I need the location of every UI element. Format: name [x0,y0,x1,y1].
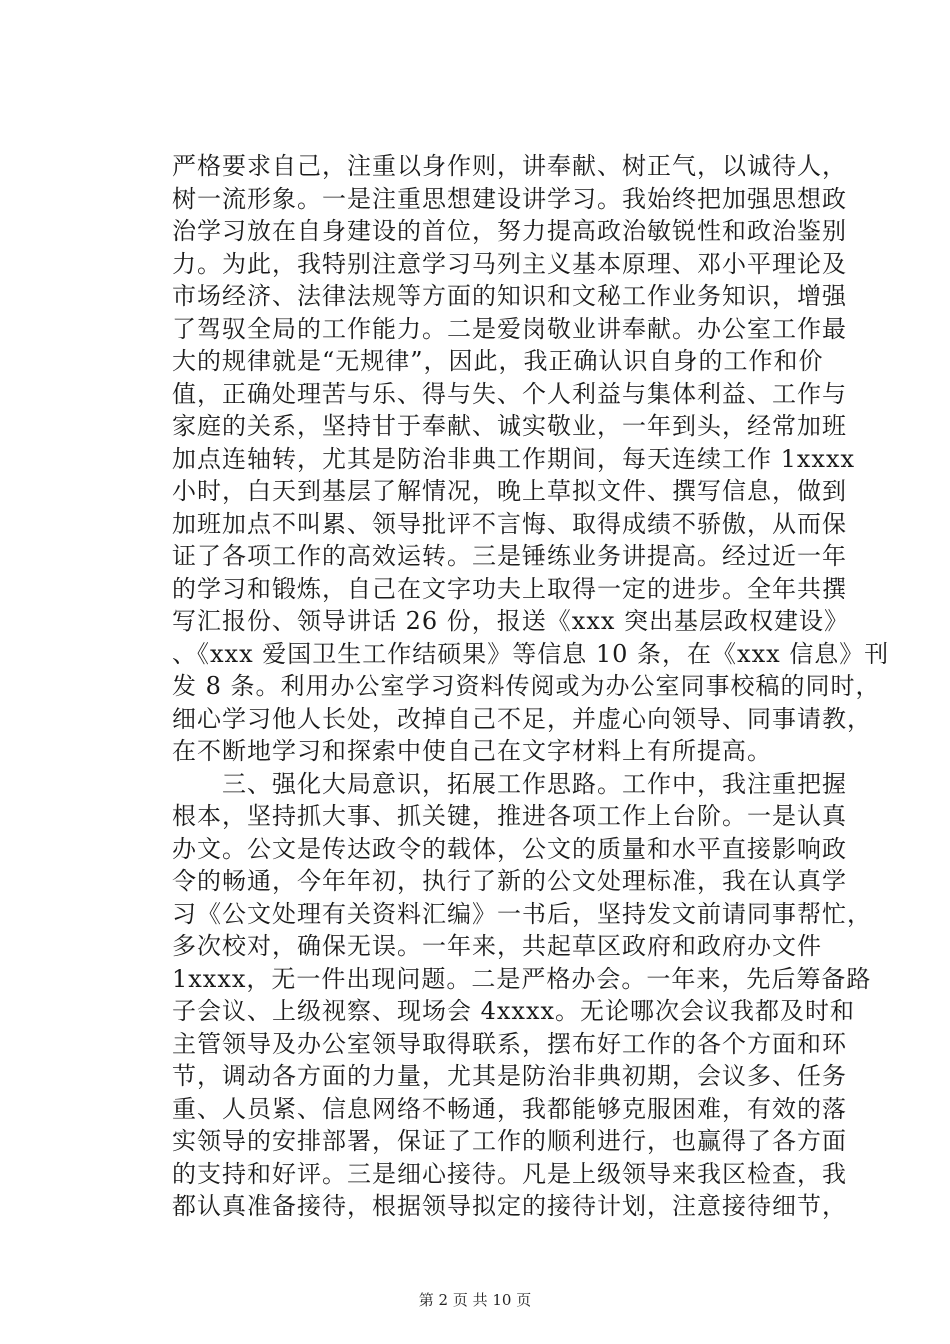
text-line: 办文。公文是传达政令的载体，公文的质量和水平直接影响政 [172,834,847,863]
text-line: 加班加点不叫累、领导批评不言悔、取得成绩不骄傲，从而保 [172,509,847,538]
text-line: 证了各项工作的高效运转。三是锤练业务讲提高。经过近一年 [172,542,847,570]
text-line: 都认真准备接待，根据领导拟定的接待计划，注意接待细节， [172,1192,847,1220]
text-line: 大的规律就是“无规律”，因此，我正确认识自身的工作和价 [172,347,824,375]
text-line: 根本，坚持抓大事、抓关键，推进各项工作上台阶。一是认真 [172,802,847,830]
text-line: 主管领导及办公室领导取得联系，摆布好工作的各个方面和环 [172,1029,847,1058]
text-line: 市场经济、法律法规等方面的知识和文秘工作业务知识，增强 [172,282,847,310]
text-line: 家庭的关系，坚持甘于奉献、诚实敬业，一年到头，经常加班 [172,412,847,440]
text-line: 多次校对，确保无误。一年来，共起草区政府和政府办文件 [172,932,822,960]
text-line: 在不断地学习和探索中使自己在文字材料上有所提高。 [172,737,772,765]
text-line: 力。为此，我特别注意学习马列主义基本原理、邓小平理论及 [172,249,847,278]
text-line: 写汇报份、领导讲话 26 份，报送《xxx 突出基层政权建设》 [172,607,850,635]
text-line: 细心学习他人长处，改掉自己不足，并虚心向领导、同事请教， [172,704,872,733]
text-line: 令的畅通，今年年初，执行了新的公文处理标准，我在认真学 [172,867,847,895]
text-line: 重、人员紧、信息网络不畅通，我都能够克服困难，有效的落 [172,1094,847,1123]
text-line: 树一流形象。一是注重思想建设讲学习。我始终把加强思想政 [172,184,847,213]
text-line: 小时，白天到基层了解情况，晚上草拟文件、撰写信息，做到 [172,477,847,505]
text-line: 三、强化大局意识，拓展工作思路。工作中，我注重把握 [172,769,847,798]
text-line: 子会议、上级视察、现场会 4xxxx。无论哪次会议我都及时和 [172,997,856,1025]
text-line: 的学习和锻炼，自己在文字功夫上取得一定的进步。全年共撰 [172,574,847,603]
body-text [172,150,890,1223]
text-line: 1xxxx，无一件出现问题。二是严格办会。一年来，先后筹备路 [172,964,872,993]
text-line: 、《xxx 爱国卫生工作结硕果》等信息 10 条，在《xxx 信息》刊 [172,639,890,668]
text-line: 习《公文处理有关资料汇编》一书后，坚持发文前请同事帮忙， [172,899,872,928]
text-line: 治学习放在自身建设的首位，努力提高政治敏锐性和政治鉴别 [172,217,847,245]
text-line: 实领导的安排部署，保证了工作的顺利进行，也赢得了各方面 [172,1127,847,1155]
text-line: 节，调动各方面的力量，尤其是防治非典初期，会议多、任务 [172,1062,847,1090]
text-line: 的支持和好评。三是细心接待。凡是上级领导来我区检查，我 [172,1159,847,1188]
text-line: 发 8 条。利用办公室学习资料传阅或为办公室同事校稿的同时， [172,672,881,700]
text-line: 加点连轴转，尤其是防治非典工作期间，每天连续工作 1xxxx [172,444,856,473]
text-line: 值，正确处理苦与乐、得与失、个人利益与集体利益、工作与 [172,379,847,408]
text-line: 了驾驭全局的工作能力。二是爱岗敬业讲奉献。办公室工作最 [172,314,847,343]
text-line: 严格要求自己，注重以身作则，讲奉献、树正气，以诚待人， [172,152,847,180]
page-number-footer: 第 2 页 共 10 页 [418,1291,532,1309]
